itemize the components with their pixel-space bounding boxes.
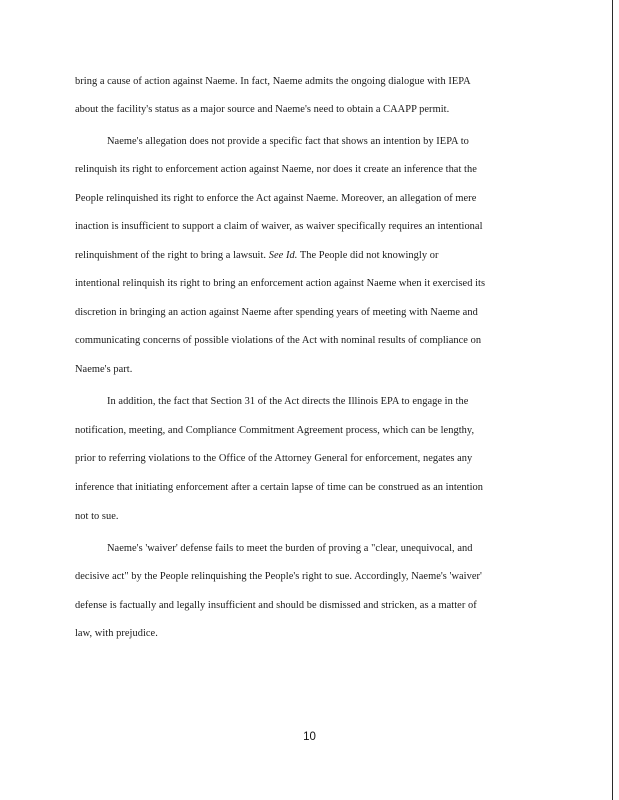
text-line: In addition, the fact that Section 31 of the Act directs the Illinois EPA to engage in the xyxy=(107,396,469,407)
text-line: inference that initiating enforcement after a certain lapse of time can be construed as an intention xyxy=(75,482,484,493)
text-line: about the facility's status as a major source and Naeme's need to obtain a CAAPP permit. xyxy=(75,104,450,115)
text-line xyxy=(75,249,438,263)
text-segment: The People did not knowingly or xyxy=(299,250,439,261)
text-line: Naeme's 'waiver' defense fails to meet the burden of proving a "clear, unequivocal, and xyxy=(107,543,473,554)
text-segment: relinquishment of the right to bring a lawsuit. xyxy=(75,250,267,261)
text-line: notification, meeting, and Compliance Commitment Agreement process, which can be lengthy, xyxy=(75,425,475,436)
text-line: discretion in bringing an action against Naeme after spending years of meeting with Naeme and xyxy=(75,307,478,318)
text-line: intentional relinquish its right to bring an enforcement action against Naeme when it exercised its xyxy=(75,278,486,289)
text-line: Naeme's allegation does not provide a specific fact that shows an intention by IEPA to xyxy=(107,136,469,147)
text-line: communicating concerns of possible violations of the Act with nominal results of compliance on xyxy=(75,335,482,346)
text-line: not to sue. xyxy=(75,511,119,522)
text-line: People relinquished its right to enforce the Act against Naeme. Moreover, an allegation of mere xyxy=(75,193,477,204)
page-edge-rule xyxy=(612,0,613,800)
text-line: law, with prejudice. xyxy=(75,628,158,639)
text-line: inaction is insufficient to support a claim of waiver, as waiver specifically requires an intentional xyxy=(75,221,483,232)
text-line: prior to referring violations to the Office of the Attorney General for enforcement, negates any xyxy=(75,453,473,464)
text-line: relinquish its right to enforcement action against Naeme, nor does it create an inference that the xyxy=(75,164,477,175)
text-line: decisive act" by the People relinquishing the People's right to sue. Accordingly, Naeme's 'waiver' xyxy=(75,571,482,582)
page-number: 10 xyxy=(303,731,316,743)
text-line: Naeme's part. xyxy=(75,364,133,375)
text-line: defense is factually and legally insufficient and should be dismissed and stricken, as a matter of xyxy=(75,600,477,611)
case-citation: See Id. xyxy=(268,250,298,261)
text-line: bring a cause of action against Naeme. In fact, Naeme admits the ongoing dialogue with IEPA xyxy=(75,76,471,87)
